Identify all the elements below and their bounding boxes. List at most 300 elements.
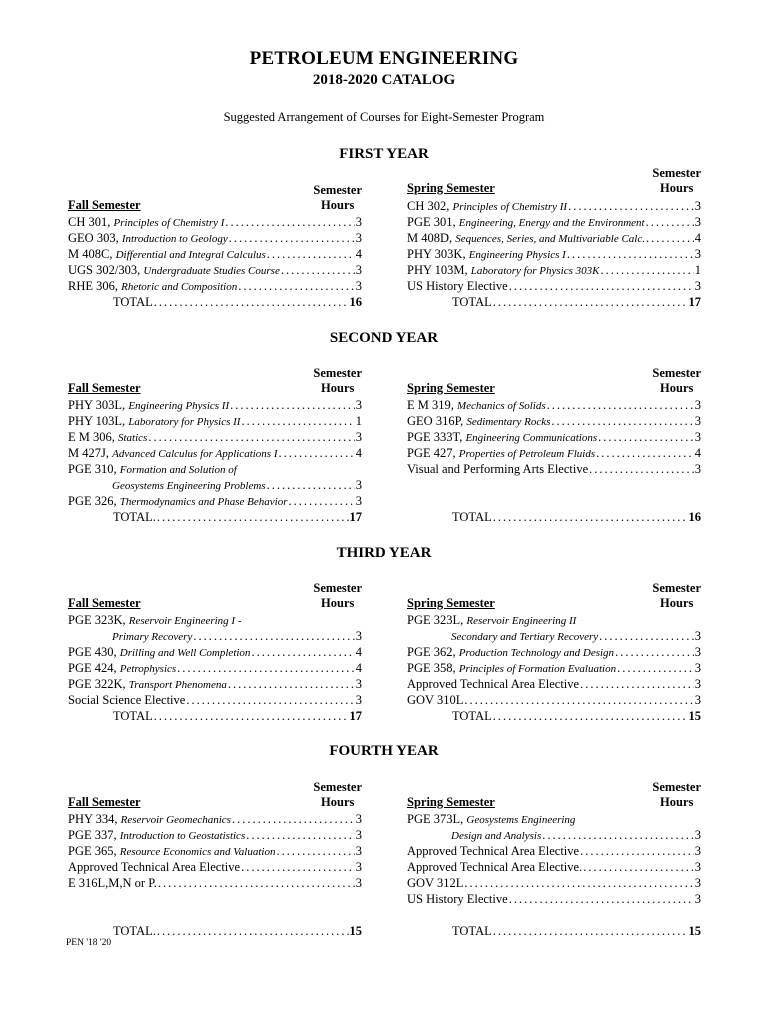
course-code: PGE 362, (407, 645, 456, 659)
course-text (407, 462, 588, 477)
fall-semester-heading: Fall Semester (68, 198, 141, 212)
course-row (407, 414, 701, 430)
course-hours: 3 (694, 247, 701, 261)
course-name: Engineering, Energy and the Environment (458, 217, 645, 229)
course-name: Thermodynamics and Phase Behavior (119, 496, 288, 508)
course-name: Reservoir Geomechanics (120, 814, 231, 826)
dot-leader (600, 263, 693, 278)
dot-leader (542, 828, 694, 843)
dot-leader (568, 199, 694, 214)
course-name: Engineering Physics I (468, 249, 566, 261)
semester-label: Semester (652, 166, 701, 180)
course-text (68, 645, 250, 660)
course-code: PGE 430, (68, 645, 117, 659)
course-text (68, 860, 240, 875)
course-row (407, 279, 701, 295)
total-row (407, 924, 701, 940)
course-code: Approved Technical Area Elective (407, 844, 580, 858)
course-name: Formation and Solution of (119, 464, 237, 476)
spring-semester-heading: Spring Semester (407, 795, 495, 809)
dot-leader (241, 414, 354, 429)
year-heading: THIRD YEAR (336, 545, 432, 561)
page-subtitle: Suggested Arrangement of Courses for Eight-Semester Program (223, 110, 545, 124)
course-row (68, 613, 362, 629)
course-name: Introduction to Geology (121, 233, 228, 245)
course-text (68, 876, 157, 891)
course-row (407, 844, 701, 860)
course-hours: 3 (694, 215, 701, 229)
course-text (407, 645, 614, 660)
course-hours: 3 (694, 892, 701, 906)
course-text (68, 247, 266, 262)
dot-leader (646, 231, 694, 246)
total-hours: 16 (349, 295, 362, 309)
course-hours: 3 (355, 828, 362, 842)
course-hours: 3 (355, 677, 362, 691)
course-row (68, 215, 362, 231)
course-hours: 3 (355, 231, 362, 245)
semester-hours-header (652, 366, 701, 396)
dot-leader (547, 398, 694, 413)
total-label: TOTAL (113, 295, 153, 309)
course-code: M 408C, (68, 247, 113, 261)
course-text (407, 828, 541, 843)
course-hours: 3 (355, 693, 362, 707)
course-name: Sequences, Series, and Multivariable Calc. (455, 233, 645, 245)
course-hours: 4 (355, 446, 362, 460)
page-title: PETROLEUM ENGINEERING (249, 48, 519, 69)
course-code: Social Science Elective (68, 693, 186, 707)
course-code: GOV 310L (407, 693, 464, 707)
course-name: Principles of Chemistry I (113, 217, 225, 229)
year-heading: FOURTH YEAR (329, 743, 439, 759)
dot-leader (288, 494, 354, 509)
course-row (68, 812, 362, 828)
course-code: PGE 373L, (407, 812, 464, 826)
course-code: M 408D, (407, 231, 453, 245)
course-code: GEO 316P, (407, 414, 464, 428)
dot-leader (567, 247, 694, 262)
dot-leader (230, 398, 355, 413)
dot-leader (158, 876, 355, 891)
hours-label: Hours (660, 381, 694, 395)
total-row (68, 510, 362, 526)
total-label: TOTAL. (113, 924, 156, 938)
course-hours: 4 (355, 247, 362, 261)
course-text (407, 677, 579, 692)
total-hours: 15 (688, 709, 701, 723)
course-name: Resource Economics and Valuation (119, 846, 276, 858)
course-text (68, 693, 185, 708)
course-code: E M 319, (407, 398, 454, 412)
course-row (407, 263, 701, 279)
dot-leader (228, 677, 355, 692)
course-hours: 3 (694, 398, 701, 412)
semester-label: Semester (313, 366, 362, 380)
fall-semester-heading: Fall Semester (68, 596, 141, 610)
course-text (407, 231, 645, 246)
course-hours: 3 (694, 645, 701, 659)
total-row (407, 510, 701, 526)
course-name: Advanced Calculus for Applications I (112, 448, 278, 460)
course-name: Reservoir Engineering II (466, 615, 577, 627)
course-name: Laboratory for Physics 303K (470, 265, 600, 277)
dot-leader (589, 462, 694, 477)
course-code: Approved Technical Area Elective. (407, 860, 583, 874)
course-text (407, 892, 508, 907)
fall-semester-column (68, 183, 362, 383)
total-row (68, 924, 362, 940)
course-row (407, 693, 701, 709)
course-text (68, 478, 266, 493)
course-row (407, 892, 701, 908)
course-code: E 316L,M,N or P. (68, 876, 157, 890)
course-code: E M 306, (68, 430, 115, 444)
course-code: PGE 427, (407, 446, 456, 460)
course-name: Undergraduate Studies Course (143, 265, 280, 277)
dot-leader (583, 860, 694, 875)
total-row (68, 295, 362, 311)
course-name: Primary Recovery (112, 631, 193, 643)
course-text (68, 613, 242, 628)
course-row (407, 661, 701, 677)
total-hours: 17 (349, 510, 362, 524)
semester-label: Semester (652, 780, 701, 794)
course-name: Sedimentary Rocks (466, 416, 551, 428)
course-code: GEO 303, (68, 231, 119, 245)
course-row (407, 231, 701, 247)
course-text (407, 693, 463, 708)
course-code: Approved Technical Area Elective (407, 677, 580, 691)
course-text (68, 263, 280, 278)
catalog-title: 2018-2020 CATALOG (312, 72, 456, 88)
course-hours: 4 (694, 446, 701, 460)
course-code: PGE 424, (68, 661, 117, 675)
course-row (68, 247, 362, 263)
course-name: Petrophysics (119, 663, 177, 675)
course-hours: 3 (694, 462, 701, 476)
dot-leader (493, 924, 688, 939)
dot-leader (279, 446, 355, 461)
course-text (68, 231, 228, 246)
course-row (68, 494, 362, 510)
semester-hours-header (313, 366, 362, 396)
total-label: TOTAL (452, 709, 492, 723)
course-code: Approved Technical Area Elective (68, 860, 241, 874)
course-code: PGE 333T, (407, 430, 463, 444)
total-label: TOTAL (452, 924, 492, 938)
hours-label: Hours (660, 596, 694, 610)
course-row (407, 215, 701, 231)
semester-label: Semester (313, 183, 362, 197)
course-text (407, 812, 575, 827)
course-text (407, 446, 595, 461)
course-code: PHY 303K, (407, 247, 466, 261)
total-label: TOTAL (113, 709, 153, 723)
dot-leader (599, 629, 694, 644)
course-row (407, 446, 701, 462)
course-name: Reservoir Engineering I - (128, 615, 242, 627)
course-row (68, 263, 362, 279)
total-label: TOTAL (452, 510, 492, 524)
course-name: Production Technology and Design (458, 647, 615, 659)
dot-leader (509, 279, 694, 294)
course-row (68, 446, 362, 462)
dot-leader (493, 510, 688, 525)
semester-hours-header (652, 166, 701, 196)
dot-leader (232, 812, 355, 827)
course-name: Transport Phenomena (128, 679, 227, 691)
course-code: PGE 323K, (68, 613, 126, 627)
course-name: Principles of Formation Evaluation (458, 663, 617, 675)
dot-leader (646, 215, 694, 230)
fall-semester-heading: Fall Semester (68, 795, 141, 809)
course-code: PGE 322K, (68, 677, 126, 691)
course-row (68, 430, 362, 446)
course-code: GOV 312L (407, 876, 464, 890)
course-code: RHE 306, (68, 279, 118, 293)
course-name: Geosystems Engineering (466, 814, 576, 826)
course-code: PGE 310, (68, 462, 117, 476)
course-name: Geosystems Engineering Problems (112, 480, 266, 492)
hours-label: Hours (660, 181, 694, 195)
course-row (68, 645, 362, 661)
course-hours: 3 (694, 677, 701, 691)
total-row (407, 709, 701, 725)
course-code: PGE 365, (68, 844, 117, 858)
dot-leader (464, 876, 693, 891)
course-row (407, 860, 701, 876)
dot-leader (238, 279, 355, 294)
course-code: PHY 103M, (407, 263, 468, 277)
course-code: PHY 303L, (68, 398, 126, 412)
course-name: Engineering Communications (465, 432, 598, 444)
total-row (407, 295, 701, 311)
spring-semester-heading: Spring Semester (407, 181, 495, 195)
dot-leader (580, 677, 694, 692)
dot-leader (241, 860, 355, 875)
course-text (68, 844, 275, 859)
course-text (68, 215, 224, 230)
hours-label: Hours (321, 795, 355, 809)
course-name: Statics (118, 432, 148, 444)
course-code: PGE 337, (68, 828, 117, 842)
course-code: M 427J, (68, 446, 109, 460)
course-text (407, 430, 597, 445)
course-row (68, 693, 362, 709)
course-code: PGE 358, (407, 661, 456, 675)
course-name: Engineering Physics II (128, 400, 230, 412)
course-text (407, 279, 508, 294)
course-text (407, 876, 463, 891)
course-text (68, 494, 287, 509)
course-row (407, 677, 701, 693)
course-hours: 3 (355, 263, 362, 277)
course-code: PHY 103L, (68, 414, 126, 428)
course-row (407, 876, 701, 892)
semester-label: Semester (313, 780, 362, 794)
dot-leader (246, 828, 355, 843)
year-heading: FIRST YEAR (339, 146, 429, 162)
dot-leader (225, 215, 354, 230)
hours-label: Hours (321, 381, 355, 395)
total-hours: 15 (349, 924, 362, 938)
hours-label: Hours (321, 596, 355, 610)
course-row (68, 677, 362, 693)
dot-leader (157, 924, 349, 939)
course-row (407, 462, 701, 478)
dot-leader (276, 844, 354, 859)
dot-leader (509, 892, 694, 907)
course-hours: 4 (355, 645, 362, 659)
dot-leader (617, 661, 694, 676)
course-text (407, 860, 582, 875)
course-row (407, 828, 701, 844)
course-row (407, 398, 701, 414)
dot-leader (281, 263, 355, 278)
fall-semester-heading: Fall Semester (68, 381, 141, 395)
course-text (68, 430, 147, 445)
course-hours: 3 (694, 860, 701, 874)
course-code: US History Elective (407, 892, 508, 906)
course-text (407, 215, 645, 230)
course-hours: 3 (355, 215, 362, 229)
total-row (68, 709, 362, 725)
course-hours: 3 (694, 430, 701, 444)
semester-hours-header (313, 183, 362, 213)
semester-hours-header (652, 780, 701, 810)
course-hours: 3 (694, 844, 701, 858)
dot-leader (267, 247, 355, 262)
semester-label: Semester (652, 366, 701, 380)
course-hours: 3 (694, 629, 701, 643)
dot-leader (154, 295, 349, 310)
total-hours: 17 (688, 295, 701, 309)
total-label: TOTAL (452, 295, 492, 309)
course-hours: 3 (694, 693, 701, 707)
dot-leader (157, 510, 349, 525)
course-hours: 3 (355, 494, 362, 508)
course-hours: 3 (694, 828, 701, 842)
course-text (68, 446, 278, 461)
course-text (407, 199, 567, 214)
course-row (68, 629, 362, 645)
course-hours: 3 (355, 430, 362, 444)
dot-leader (251, 645, 354, 660)
semester-label: Semester (313, 581, 362, 595)
course-hours: 1 (355, 414, 362, 428)
course-code: PHY 334, (68, 812, 118, 826)
spring-semester-heading: Spring Semester (407, 381, 495, 395)
dot-leader (551, 414, 693, 429)
footer-code: PEN '18 '20 (66, 938, 112, 948)
course-row (68, 876, 362, 892)
course-row (407, 629, 701, 645)
course-row (68, 279, 362, 295)
course-name: Design and Analysis (451, 830, 542, 842)
course-code: PGE 323L, (407, 613, 464, 627)
course-text (68, 398, 229, 413)
course-row (407, 812, 701, 828)
course-text (68, 812, 231, 827)
course-name: Properties of Petroleum Fluids (458, 448, 596, 460)
dot-leader (615, 645, 694, 660)
course-name: Mechanics of Solids (457, 400, 546, 412)
course-text (407, 263, 599, 278)
total-hours: 16 (688, 510, 701, 524)
course-hours: 3 (355, 398, 362, 412)
dot-leader (177, 661, 355, 676)
hours-label: Hours (660, 795, 694, 809)
course-row (68, 462, 362, 478)
course-code: PGE 326, (68, 494, 117, 508)
dot-leader (148, 430, 354, 445)
course-code: US History Elective (407, 279, 508, 293)
fall-semester-column (68, 780, 362, 980)
course-row (68, 828, 362, 844)
total-label: TOTAL. (113, 510, 156, 524)
course-hours: 3 (694, 414, 701, 428)
dot-leader (596, 446, 694, 461)
course-text (407, 247, 566, 262)
year-heading: SECOND YEAR (329, 330, 439, 346)
course-name: Differential and Integral Calculus (115, 249, 266, 261)
course-text (407, 844, 579, 859)
course-row (407, 430, 701, 446)
dot-leader (267, 478, 355, 493)
course-row (68, 661, 362, 677)
course-hours: 3 (355, 860, 362, 874)
course-row (68, 860, 362, 876)
course-name: Rhetoric and Composition (121, 281, 238, 293)
course-hours: 3 (355, 876, 362, 890)
dot-leader (193, 629, 354, 644)
dot-leader (186, 693, 354, 708)
course-row (407, 645, 701, 661)
spring-semester-heading: Spring Semester (407, 596, 495, 610)
course-text (407, 629, 598, 644)
course-text (407, 613, 576, 628)
course-hours: 1 (694, 263, 701, 277)
dot-leader (154, 709, 349, 724)
hours-label: Hours (321, 198, 355, 212)
course-row (407, 247, 701, 263)
course-code: UGS 302/303, (68, 263, 141, 277)
course-code: Visual and Performing Arts Elective (407, 462, 589, 476)
course-name: Principles of Chemistry II (452, 201, 568, 213)
course-code: CH 301, (68, 215, 111, 229)
course-text (68, 677, 227, 692)
semester-hours-header (313, 780, 362, 810)
course-name: Introduction to Geostatistics (119, 830, 246, 842)
course-text (68, 414, 240, 429)
total-hours: 15 (688, 924, 701, 938)
course-text (407, 661, 616, 676)
course-text (68, 661, 176, 676)
course-name: Secondary and Tertiary Recovery (451, 631, 599, 643)
dot-leader (464, 693, 693, 708)
course-row (68, 478, 362, 494)
course-name: Drilling and Well Completion (119, 647, 251, 659)
course-row (68, 844, 362, 860)
course-text (68, 462, 237, 477)
total-hours: 17 (349, 709, 362, 723)
course-text (407, 414, 550, 429)
dot-leader (493, 295, 688, 310)
semester-label: Semester (652, 581, 701, 595)
course-row (68, 231, 362, 247)
course-hours: 3 (355, 279, 362, 293)
